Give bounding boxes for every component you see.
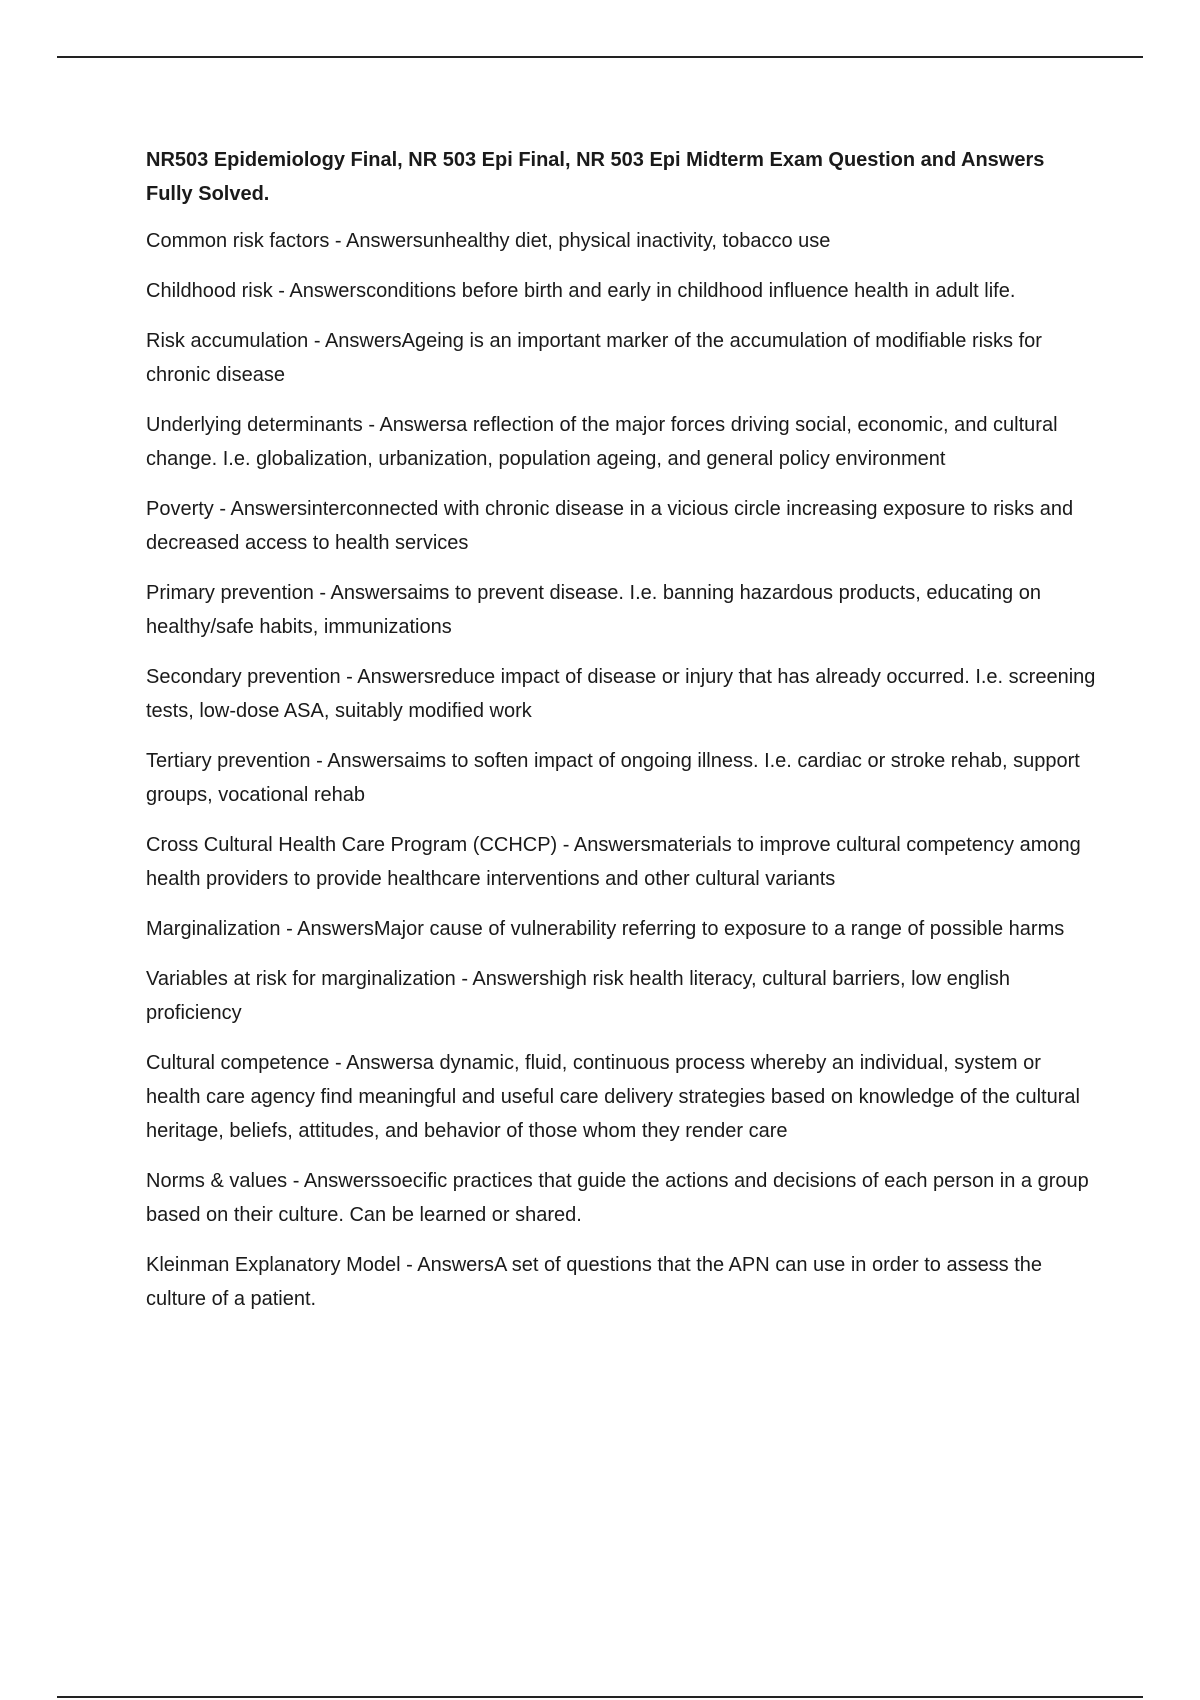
qa-entry: Marginalization - AnswersMajor cause of vulnerability referring to exposure to a range of possible harms	[146, 918, 1065, 940]
qa-entry: Tertiary prevention - Answersaims to soften impact of ongoing illness. I.e. cardiac or stroke rehab, support groups, vocational rehab	[146, 750, 1080, 806]
qa-entry: Norms & values - Answerssoecific practices that guide the actions and decisions of each person in a group based on their culture. Can be learned or shared.	[146, 1170, 1089, 1226]
qa-entry: Underlying determinants - Answersa reflection of the major forces driving social, economic, and cultural change. I.e. globalization, urbanization, population ageing, and general policy environment	[146, 414, 1058, 470]
qa-entry: Poverty - Answersinterconnected with chronic disease in a vicious circle increasing exposure to risks and decreased access to health services	[146, 498, 1074, 554]
qa-entry: Primary prevention - Answersaims to prevent disease. I.e. banning hazardous products, educating on healthy/safe habits, immunizations	[146, 582, 1041, 638]
document-body	[146, 143, 1096, 1332]
document-title: NR503 Epidemiology Final, NR 503 Epi Final, NR 503 Epi Midterm Exam Question and Answers Fully Solved.	[146, 149, 1045, 205]
qa-entry: Secondary prevention - Answersreduce impact of disease or injury that has already occurred. I.e. screening tests, low-dose ASA, suitably modified work	[146, 666, 1096, 722]
qa-entry: Kleinman Explanatory Model - AnswersA set of questions that the APN can use in order to assess the culture of a patient.	[146, 1254, 1043, 1310]
qa-entry: Risk accumulation - AnswersAgeing is an important marker of the accumulation of modifiable risks for chronic disease	[146, 330, 1042, 386]
qa-entry: Cross Cultural Health Care Program (CCHCP) - Answersmaterials to improve cultural competency among health providers to provide healthcare interventions and other cultural variants	[146, 834, 1081, 890]
qa-entry: Childhood risk - Answersconditions before birth and early in childhood influence health in adult life.	[146, 280, 1016, 302]
qa-entry: Variables at risk for marginalization - Answershigh risk health literacy, cultural barriers, low english proficiency	[146, 968, 1011, 1024]
bottom-divider	[57, 1696, 1143, 1698]
qa-entry: Common risk factors - Answersunhealthy diet, physical inactivity, tobacco use	[146, 230, 831, 252]
qa-entry: Cultural competence - Answersa dynamic, fluid, continuous process whereby an individual, system or health care agency find meaningful and useful care delivery strategies based on knowledge of the cultural heritage, beliefs, attitudes, and behavior of those whom they render care	[146, 1052, 1080, 1142]
top-divider	[57, 56, 1143, 58]
